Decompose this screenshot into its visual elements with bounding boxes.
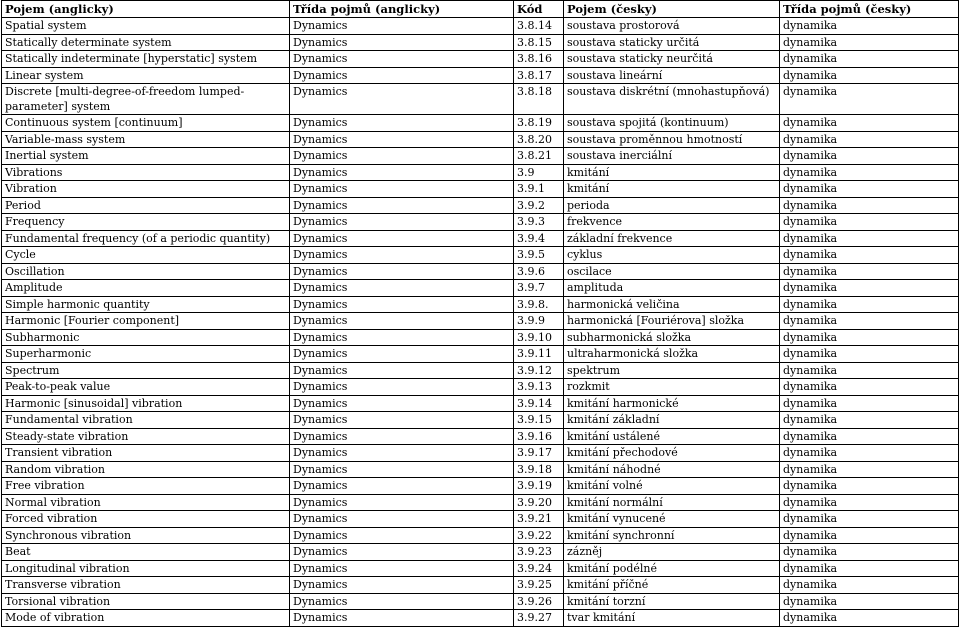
term-cz-cell: soustava staticky určitá xyxy=(564,34,780,51)
table-row xyxy=(2,329,959,346)
term-en-cell: Torsional vibration xyxy=(2,593,290,610)
table-row xyxy=(2,511,959,528)
table-row xyxy=(2,428,959,445)
class-cz-cell: dynamika xyxy=(780,280,959,297)
class-cz-cell: dynamika xyxy=(780,412,959,429)
table-row xyxy=(2,67,959,84)
class-cz-cell: dynamika xyxy=(780,181,959,198)
class-cz-cell: dynamika xyxy=(780,164,959,181)
term-cz-cell: soustava inerciální xyxy=(564,148,780,165)
term-en-cell: Forced vibration xyxy=(2,511,290,528)
code-cell: 3.9.4 xyxy=(514,230,564,247)
class-en-cell: Dynamics xyxy=(290,34,514,51)
term-cz-cell: kmitání synchronní xyxy=(564,527,780,544)
code-cell: 3.8.20 xyxy=(514,131,564,148)
class-en-cell: Dynamics xyxy=(290,610,514,627)
class-en-cell: Dynamics xyxy=(290,197,514,214)
class-cz-cell: dynamika xyxy=(780,263,959,280)
term-en-cell: Longitudinal vibration xyxy=(2,560,290,577)
class-cz-cell: dynamika xyxy=(780,610,959,627)
class-en-cell: Dynamics xyxy=(290,560,514,577)
class-en-cell: Dynamics xyxy=(290,511,514,528)
table-row xyxy=(2,362,959,379)
term-cz-cell: kmitání xyxy=(564,164,780,181)
class-cz-cell: dynamika xyxy=(780,577,959,594)
term-cz-cell: perioda xyxy=(564,197,780,214)
table-row xyxy=(2,544,959,561)
term-en-cell: Transverse vibration xyxy=(2,577,290,594)
code-cell: 3.9.20 xyxy=(514,494,564,511)
term-cz-cell: soustava spojitá (kontinuum) xyxy=(564,115,780,132)
term-cz-cell: rozkmit xyxy=(564,379,780,396)
table-row xyxy=(2,610,959,627)
table-row xyxy=(2,527,959,544)
class-en-cell: Dynamics xyxy=(290,67,514,84)
code-cell: 3.9.14 xyxy=(514,395,564,412)
class-cz-cell: dynamika xyxy=(780,313,959,330)
term-en-cell: Vibration xyxy=(2,181,290,198)
term-cz-cell: cyklus xyxy=(564,247,780,264)
term-en-cell: Simple harmonic quantity xyxy=(2,296,290,313)
code-cell: 3.9.26 xyxy=(514,593,564,610)
class-en-cell: Dynamics xyxy=(290,18,514,35)
code-cell: 3.9.10 xyxy=(514,329,564,346)
class-cz-cell: dynamika xyxy=(780,51,959,68)
term-cz-cell: kmitání normální xyxy=(564,494,780,511)
header-term-cz: Pojem (česky) xyxy=(564,1,780,18)
term-en-cell: Linear system xyxy=(2,67,290,84)
code-cell: 3.9.13 xyxy=(514,379,564,396)
class-cz-cell: dynamika xyxy=(780,131,959,148)
table-row xyxy=(2,577,959,594)
term-cz-cell: kmitání náhodné xyxy=(564,461,780,478)
table-row xyxy=(2,445,959,462)
table-row xyxy=(2,280,959,297)
table-row xyxy=(2,461,959,478)
term-cz-cell: kmitání xyxy=(564,181,780,198)
class-en-cell: Dynamics xyxy=(290,214,514,231)
class-cz-cell: dynamika xyxy=(780,84,959,115)
class-en-cell: Dynamics xyxy=(290,461,514,478)
table-row xyxy=(2,164,959,181)
class-en-cell: Dynamics xyxy=(290,280,514,297)
term-en-cell: Vibrations xyxy=(2,164,290,181)
table-row xyxy=(2,131,959,148)
term-cz-cell: zázněj xyxy=(564,544,780,561)
term-cz-cell: kmitání podélné xyxy=(564,560,780,577)
class-cz-cell: dynamika xyxy=(780,445,959,462)
term-cz-cell: soustava proměnnou hmotností xyxy=(564,131,780,148)
term-cz-cell: subharmonická složka xyxy=(564,329,780,346)
class-en-cell: Dynamics xyxy=(290,263,514,280)
code-cell: 3.8.16 xyxy=(514,51,564,68)
term-cz-cell: kmitání volné xyxy=(564,478,780,495)
term-en-cell: Fundamental frequency (of a periodic quantity) xyxy=(2,230,290,247)
class-en-cell: Dynamics xyxy=(290,527,514,544)
term-cz-cell: kmitání harmonické xyxy=(564,395,780,412)
term-cz-cell: kmitání ustálené xyxy=(564,428,780,445)
term-cz-cell: amplituda xyxy=(564,280,780,297)
class-en-cell: Dynamics xyxy=(290,131,514,148)
class-cz-cell: dynamika xyxy=(780,329,959,346)
term-cz-cell: spektrum xyxy=(564,362,780,379)
class-cz-cell: dynamika xyxy=(780,197,959,214)
term-en-cell: Variable-mass system xyxy=(2,131,290,148)
class-en-cell: Dynamics xyxy=(290,164,514,181)
term-en-cell: Inertial system xyxy=(2,148,290,165)
header-class-cz: Třída pojmů (česky) xyxy=(780,1,959,18)
term-en-cell: Spatial system xyxy=(2,18,290,35)
class-cz-cell: dynamika xyxy=(780,395,959,412)
table-row xyxy=(2,296,959,313)
class-cz-cell: dynamika xyxy=(780,230,959,247)
table-row xyxy=(2,84,959,115)
class-en-cell: Dynamics xyxy=(290,329,514,346)
term-cz-cell: základní frekvence xyxy=(564,230,780,247)
term-cz-cell: harmonická [Fouriérova] složka xyxy=(564,313,780,330)
table-row xyxy=(2,346,959,363)
term-cz-cell: oscilace xyxy=(564,263,780,280)
table-row xyxy=(2,593,959,610)
class-en-cell: Dynamics xyxy=(290,247,514,264)
class-cz-cell: dynamika xyxy=(780,544,959,561)
term-cz-cell: kmitání základní xyxy=(564,412,780,429)
code-cell: 3.9.21 xyxy=(514,511,564,528)
class-cz-cell: dynamika xyxy=(780,296,959,313)
table-row xyxy=(2,412,959,429)
table-row xyxy=(2,247,959,264)
class-cz-cell: dynamika xyxy=(780,461,959,478)
class-en-cell: Dynamics xyxy=(290,494,514,511)
term-en-cell: Amplitude xyxy=(2,280,290,297)
term-en-cell: Statically indeterminate [hyperstatic] system xyxy=(2,51,290,68)
class-en-cell: Dynamics xyxy=(290,148,514,165)
class-cz-cell: dynamika xyxy=(780,18,959,35)
class-en-cell: Dynamics xyxy=(290,544,514,561)
class-cz-cell: dynamika xyxy=(780,148,959,165)
term-cz-cell: kmitání vynucené xyxy=(564,511,780,528)
table-row xyxy=(2,18,959,35)
code-cell: 3.9.15 xyxy=(514,412,564,429)
code-cell: 3.9.12 xyxy=(514,362,564,379)
class-en-cell: Dynamics xyxy=(290,478,514,495)
term-en-cell: Subharmonic xyxy=(2,329,290,346)
class-en-cell: Dynamics xyxy=(290,296,514,313)
code-cell: 3.9.5 xyxy=(514,247,564,264)
class-en-cell: Dynamics xyxy=(290,379,514,396)
class-cz-cell: dynamika xyxy=(780,362,959,379)
term-en-cell: Frequency xyxy=(2,214,290,231)
table-row xyxy=(2,197,959,214)
term-en-cell: Discrete [multi-degree-of-freedom lumped-parameter] system xyxy=(2,84,290,115)
code-cell: 3.8.18 xyxy=(514,84,564,115)
class-en-cell: Dynamics xyxy=(290,593,514,610)
table-row xyxy=(2,34,959,51)
class-cz-cell: dynamika xyxy=(780,247,959,264)
term-cz-cell: soustava lineární xyxy=(564,67,780,84)
term-cz-cell: kmitání přechodové xyxy=(564,445,780,462)
class-cz-cell: dynamika xyxy=(780,494,959,511)
code-cell: 3.9.11 xyxy=(514,346,564,363)
term-en-cell: Continuous system [continuum] xyxy=(2,115,290,132)
code-cell: 3.8.17 xyxy=(514,67,564,84)
table-row xyxy=(2,51,959,68)
term-en-cell: Period xyxy=(2,197,290,214)
code-cell: 3.9.24 xyxy=(514,560,564,577)
header-row xyxy=(2,1,959,18)
term-en-cell: Spectrum xyxy=(2,362,290,379)
term-cz-cell: soustava prostorová xyxy=(564,18,780,35)
term-en-cell: Oscillation xyxy=(2,263,290,280)
code-cell: 3.9.1 xyxy=(514,181,564,198)
class-en-cell: Dynamics xyxy=(290,346,514,363)
class-en-cell: Dynamics xyxy=(290,181,514,198)
term-en-cell: Random vibration xyxy=(2,461,290,478)
table-body xyxy=(2,18,959,627)
class-cz-cell: dynamika xyxy=(780,67,959,84)
class-cz-cell: dynamika xyxy=(780,478,959,495)
code-cell: 3.9 xyxy=(514,164,564,181)
code-cell: 3.9.6 xyxy=(514,263,564,280)
class-cz-cell: dynamika xyxy=(780,428,959,445)
term-en-cell: Steady-state vibration xyxy=(2,428,290,445)
header-term-en: Pojem (anglicky) xyxy=(2,1,290,18)
term-cz-cell: soustava staticky neurčitá xyxy=(564,51,780,68)
table-row xyxy=(2,263,959,280)
code-cell: 3.8.21 xyxy=(514,148,564,165)
term-en-cell: Harmonic [sinusoidal] vibration xyxy=(2,395,290,412)
class-cz-cell: dynamika xyxy=(780,527,959,544)
code-cell: 3.9.19 xyxy=(514,478,564,495)
code-cell: 3.8.14 xyxy=(514,18,564,35)
table-row xyxy=(2,181,959,198)
term-en-cell: Mode of vibration xyxy=(2,610,290,627)
term-en-cell: Transient vibration xyxy=(2,445,290,462)
class-en-cell: Dynamics xyxy=(290,313,514,330)
table-row xyxy=(2,230,959,247)
code-cell: 3.9.25 xyxy=(514,577,564,594)
class-en-cell: Dynamics xyxy=(290,577,514,594)
code-cell: 3.9.3 xyxy=(514,214,564,231)
term-cz-cell: kmitání příčné xyxy=(564,577,780,594)
class-cz-cell: dynamika xyxy=(780,560,959,577)
class-cz-cell: dynamika xyxy=(780,214,959,231)
class-en-cell: Dynamics xyxy=(290,362,514,379)
code-cell: 3.8.19 xyxy=(514,115,564,132)
code-cell: 3.9.17 xyxy=(514,445,564,462)
term-en-cell: Peak-to-peak value xyxy=(2,379,290,396)
class-cz-cell: dynamika xyxy=(780,593,959,610)
term-en-cell: Superharmonic xyxy=(2,346,290,363)
class-en-cell: Dynamics xyxy=(290,445,514,462)
code-cell: 3.9.23 xyxy=(514,544,564,561)
class-cz-cell: dynamika xyxy=(780,115,959,132)
code-cell: 3.9.9 xyxy=(514,313,564,330)
glossary-table xyxy=(1,0,959,627)
header-class-en: Třída pojmů (anglicky) xyxy=(290,1,514,18)
code-cell: 3.9.16 xyxy=(514,428,564,445)
term-cz-cell: soustava diskrétní (mnohastupňová) xyxy=(564,84,780,115)
class-en-cell: Dynamics xyxy=(290,412,514,429)
table-row xyxy=(2,214,959,231)
table-row xyxy=(2,494,959,511)
code-cell: 3.8.15 xyxy=(514,34,564,51)
code-cell: 3.9.8. xyxy=(514,296,564,313)
table-row xyxy=(2,115,959,132)
code-cell: 3.9.18 xyxy=(514,461,564,478)
term-en-cell: Normal vibration xyxy=(2,494,290,511)
code-cell: 3.9.7 xyxy=(514,280,564,297)
class-cz-cell: dynamika xyxy=(780,511,959,528)
table-header xyxy=(2,1,959,18)
code-cell: 3.9.22 xyxy=(514,527,564,544)
table-row xyxy=(2,478,959,495)
term-cz-cell: ultraharmonická složka xyxy=(564,346,780,363)
class-en-cell: Dynamics xyxy=(290,51,514,68)
term-en-cell: Cycle xyxy=(2,247,290,264)
class-en-cell: Dynamics xyxy=(290,84,514,115)
class-cz-cell: dynamika xyxy=(780,34,959,51)
class-en-cell: Dynamics xyxy=(290,428,514,445)
table-row xyxy=(2,148,959,165)
code-cell: 3.9.27 xyxy=(514,610,564,627)
term-en-cell: Fundamental vibration xyxy=(2,412,290,429)
table-row xyxy=(2,379,959,396)
term-cz-cell: kmitání torzní xyxy=(564,593,780,610)
term-cz-cell: frekvence xyxy=(564,214,780,231)
term-cz-cell: harmonická veličina xyxy=(564,296,780,313)
term-cz-cell: tvar kmitání xyxy=(564,610,780,627)
code-cell: 3.9.2 xyxy=(514,197,564,214)
table-row xyxy=(2,313,959,330)
header-code: Kód xyxy=(514,1,564,18)
class-en-cell: Dynamics xyxy=(290,395,514,412)
table-row xyxy=(2,560,959,577)
term-en-cell: Harmonic [Fourier component] xyxy=(2,313,290,330)
term-en-cell: Synchronous vibration xyxy=(2,527,290,544)
term-en-cell: Beat xyxy=(2,544,290,561)
term-en-cell: Free vibration xyxy=(2,478,290,495)
table-row xyxy=(2,395,959,412)
class-cz-cell: dynamika xyxy=(780,379,959,396)
class-cz-cell: dynamika xyxy=(780,346,959,363)
class-en-cell: Dynamics xyxy=(290,115,514,132)
class-en-cell: Dynamics xyxy=(290,230,514,247)
term-en-cell: Statically determinate system xyxy=(2,34,290,51)
